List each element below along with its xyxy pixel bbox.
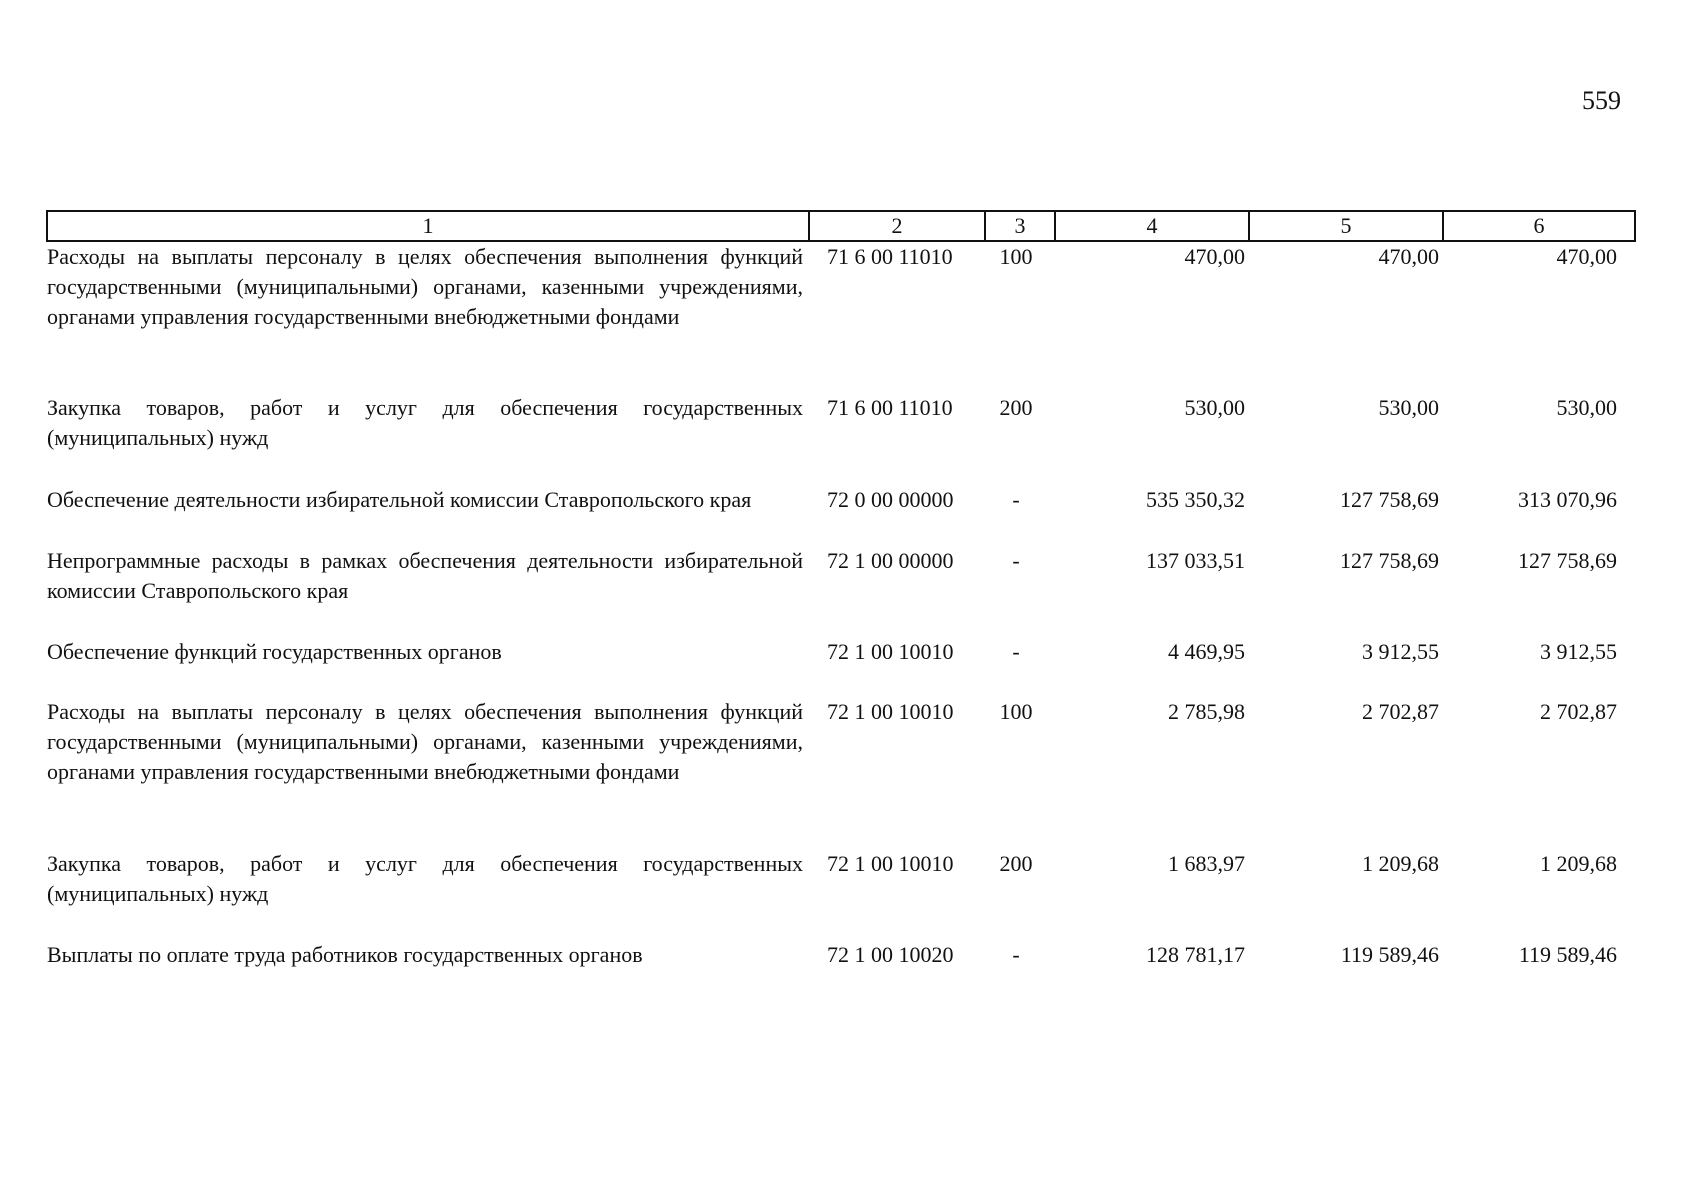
row-value-2: 470,00 (1378, 244, 1439, 269)
row-code: 72 1 00 10020 (827, 942, 954, 967)
row-expense-type: - (1012, 639, 1020, 664)
row-name: Закупка товаров, работ и услуг для обеспечения государственных (муниципальных) нужд (47, 395, 803, 450)
table-row (47, 697, 1635, 849)
row-value-3: 127 758,69 (1518, 548, 1617, 573)
row-value-1: 1 683,97 (1168, 851, 1245, 876)
budget-table (46, 210, 1636, 980)
row-code: 71 6 00 11010 (827, 395, 953, 420)
row-expense-type: - (1012, 942, 1020, 967)
row-value-1: 2 785,98 (1168, 699, 1245, 724)
row-value-3: 2 702,87 (1540, 699, 1617, 724)
row-name: Расходы на выплаты персоналу в целях обеспечения выполнения функций государственными (муниципальными) органами, казенными учреждениями, органами управления государственными внебюджетными фондами (47, 244, 803, 329)
header-col-5: 5 (1249, 211, 1443, 241)
table-row (47, 546, 1635, 637)
table-row (47, 849, 1635, 940)
row-name: Обеспечение деятельности избирательной комиссии Ставропольского края (47, 487, 752, 512)
row-value-2: 1 209,68 (1362, 851, 1439, 876)
table-row (47, 940, 1635, 980)
row-expense-type: - (1012, 487, 1020, 512)
row-name: Закупка товаров, работ и услуг для обеспечения государственных (муниципальных) нужд (47, 851, 803, 906)
row-value-1: 4 469,95 (1168, 639, 1245, 664)
row-expense-type: - (1012, 548, 1020, 573)
row-value-2: 2 702,87 (1362, 699, 1439, 724)
row-name: Непрограммные расходы в рамках обеспечения деятельности избирательной комиссии Ставропольского края (47, 548, 803, 603)
row-expense-type: 100 (999, 699, 1033, 724)
row-value-3: 530,00 (1556, 395, 1617, 420)
row-code: 72 1 00 10010 (827, 699, 954, 724)
row-value-1: 128 781,17 (1146, 942, 1245, 967)
row-code: 72 1 00 00000 (827, 548, 954, 573)
row-expense-type: 200 (999, 395, 1033, 420)
table-row (47, 241, 1635, 393)
header-col-1: 1 (47, 211, 809, 241)
row-code: 72 1 00 10010 (827, 851, 954, 876)
row-value-3: 3 912,55 (1540, 639, 1617, 664)
row-value-3: 313 070,96 (1518, 487, 1617, 512)
row-value-2: 127 758,69 (1340, 548, 1439, 573)
table-header-row (47, 211, 1635, 241)
row-name: Расходы на выплаты персоналу в целях обеспечения выполнения функций государственными (муниципальными) органами, казенными учреждениями, органами управления государственными внебюджетными фондами (47, 699, 803, 784)
table-row (47, 393, 1635, 485)
row-value-2: 119 589,46 (1340, 942, 1439, 967)
row-value-3: 119 589,46 (1518, 942, 1617, 967)
row-code: 72 1 00 10010 (827, 639, 954, 664)
row-value-3: 470,00 (1556, 244, 1617, 269)
row-value-1: 137 033,51 (1146, 548, 1245, 573)
table-row (47, 485, 1635, 546)
row-value-2: 3 912,55 (1362, 639, 1439, 664)
table-row (47, 637, 1635, 697)
page-number: 559 (1582, 86, 1621, 115)
row-value-2: 530,00 (1378, 395, 1439, 420)
row-name: Обеспечение функций государственных органов (47, 639, 502, 664)
header-col-6: 6 (1443, 211, 1635, 241)
header-col-2: 2 (809, 211, 985, 241)
row-value-3: 1 209,68 (1540, 851, 1617, 876)
row-value-1: 535 350,32 (1146, 487, 1245, 512)
row-expense-type: 100 (999, 244, 1033, 269)
row-value-1: 470,00 (1184, 244, 1245, 269)
header-col-4: 4 (1055, 211, 1249, 241)
header-col-3: 3 (985, 211, 1055, 241)
row-code: 72 0 00 00000 (827, 487, 954, 512)
row-code: 71 6 00 11010 (827, 244, 953, 269)
row-value-2: 127 758,69 (1340, 487, 1439, 512)
row-expense-type: 200 (999, 851, 1033, 876)
row-value-1: 530,00 (1184, 395, 1245, 420)
row-name: Выплаты по оплате труда работников государственных органов (47, 942, 643, 967)
